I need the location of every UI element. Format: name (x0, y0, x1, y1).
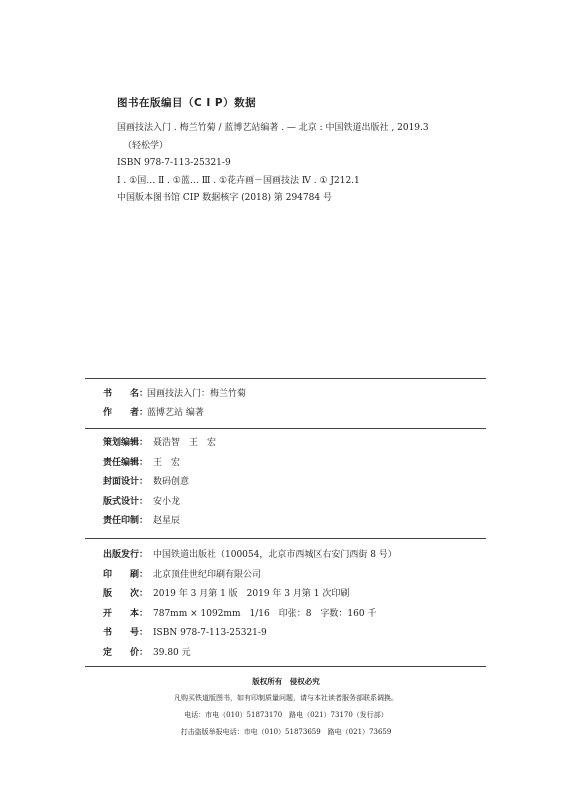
cip-heading: 图书在版编目（C I P）数据 (117, 97, 257, 109)
publishing-row (103, 585, 397, 605)
cip-line-isbn: ISBN 978-7-113-25321-9 (117, 158, 231, 168)
publishing-row (103, 546, 397, 566)
piracy-report-phone: 打击盗版举报电话：市电（010）51873659 路电（021）73659 (180, 728, 392, 736)
staff-row (103, 454, 216, 474)
staff-value: 赵星辰 (153, 516, 181, 526)
publishing-row (103, 566, 397, 586)
cip-data-block (117, 120, 462, 208)
publishing-value: 中国铁道出版社（100054，北京市西城区右安门西街 8 号） (153, 550, 397, 560)
cip-line-classification: Ⅰ . ①国… Ⅱ . ①蓝… Ⅲ . ①花卉画－国画技法 Ⅳ . ① J212.1 (117, 175, 360, 186)
publishing-label: 版 次： (103, 589, 149, 599)
staff-value: 王 宏 (153, 457, 181, 468)
divider-top (85, 378, 486, 379)
cip-line-record-number: 中国版本图书馆 CIP 数据核字 (2018) 第 294784 号 (117, 193, 332, 203)
book-author-label: 作 者： (103, 408, 149, 418)
publishing-row (103, 624, 397, 644)
footer-notice (0, 673, 572, 741)
staff-label: 策划编辑： (103, 438, 149, 448)
divider-lower (85, 538, 486, 539)
publishing-row (103, 605, 397, 625)
staff-value: 安小龙 (153, 496, 181, 507)
publishing-label: 出版发行： (103, 550, 149, 560)
sales-phone: 电话：市电（010）51873170 路电（021）73170（发行部） (184, 711, 388, 719)
publishing-label: 开 本： (103, 608, 149, 619)
publishing-value: 39.80 元 (153, 647, 191, 658)
staff-label: 责任编辑： (103, 457, 149, 468)
staff-row (103, 434, 216, 454)
divider-middle (85, 428, 486, 429)
cip-line-title: 国画技法入门 . 梅兰竹菊 / 蓝博艺站编著 . — 北京 : 中国铁道出版社 , 2019.3 (117, 123, 429, 133)
staff-label: 责任印制： (103, 516, 149, 526)
book-info-section (103, 385, 246, 423)
staff-row (103, 473, 216, 493)
publishing-value: 北京顶佳世纪印刷有限公司 (153, 569, 262, 580)
staff-value: 聂浩智 王 宏 (153, 438, 217, 448)
divider-bottom (85, 666, 486, 667)
book-title-row (103, 385, 246, 404)
publishing-value: ISBN 978-7-113-25321-9 (153, 628, 267, 638)
publishing-label: 书 号： (103, 628, 149, 638)
publishing-value: 787mm × 1092mm 1/16 印张：8 字数：160 千 (153, 608, 377, 619)
book-title-value: 国画技法入门：梅兰竹菊 (147, 389, 247, 399)
publishing-label: 定 价： (103, 647, 149, 658)
book-author-value: 蓝博艺站 编著 (147, 408, 204, 418)
staff-label: 版式设计： (103, 496, 149, 507)
cip-line-series: （轻松学） (123, 140, 169, 151)
staff-label: 封面设计： (103, 477, 149, 487)
replacement-notice: 凡购买铁道版图书，如有印制质量问题，请与本社读者服务部联系调换。 (174, 694, 398, 702)
publishing-value: 2019 年 3 月第 1 版 2019 年 3 月第 1 次印刷 (153, 589, 350, 599)
staff-row (103, 493, 216, 513)
staff-section (103, 434, 216, 532)
publishing-row (103, 644, 397, 664)
publishing-label: 印 刷： (103, 569, 149, 580)
book-author-row (103, 404, 246, 423)
book-title-label: 书 名： (103, 389, 149, 399)
copyright-notice: 版权所有 侵权必究 (252, 677, 320, 686)
staff-row (103, 512, 216, 532)
publishing-section (103, 546, 397, 663)
staff-value: 数码创意 (153, 477, 190, 487)
